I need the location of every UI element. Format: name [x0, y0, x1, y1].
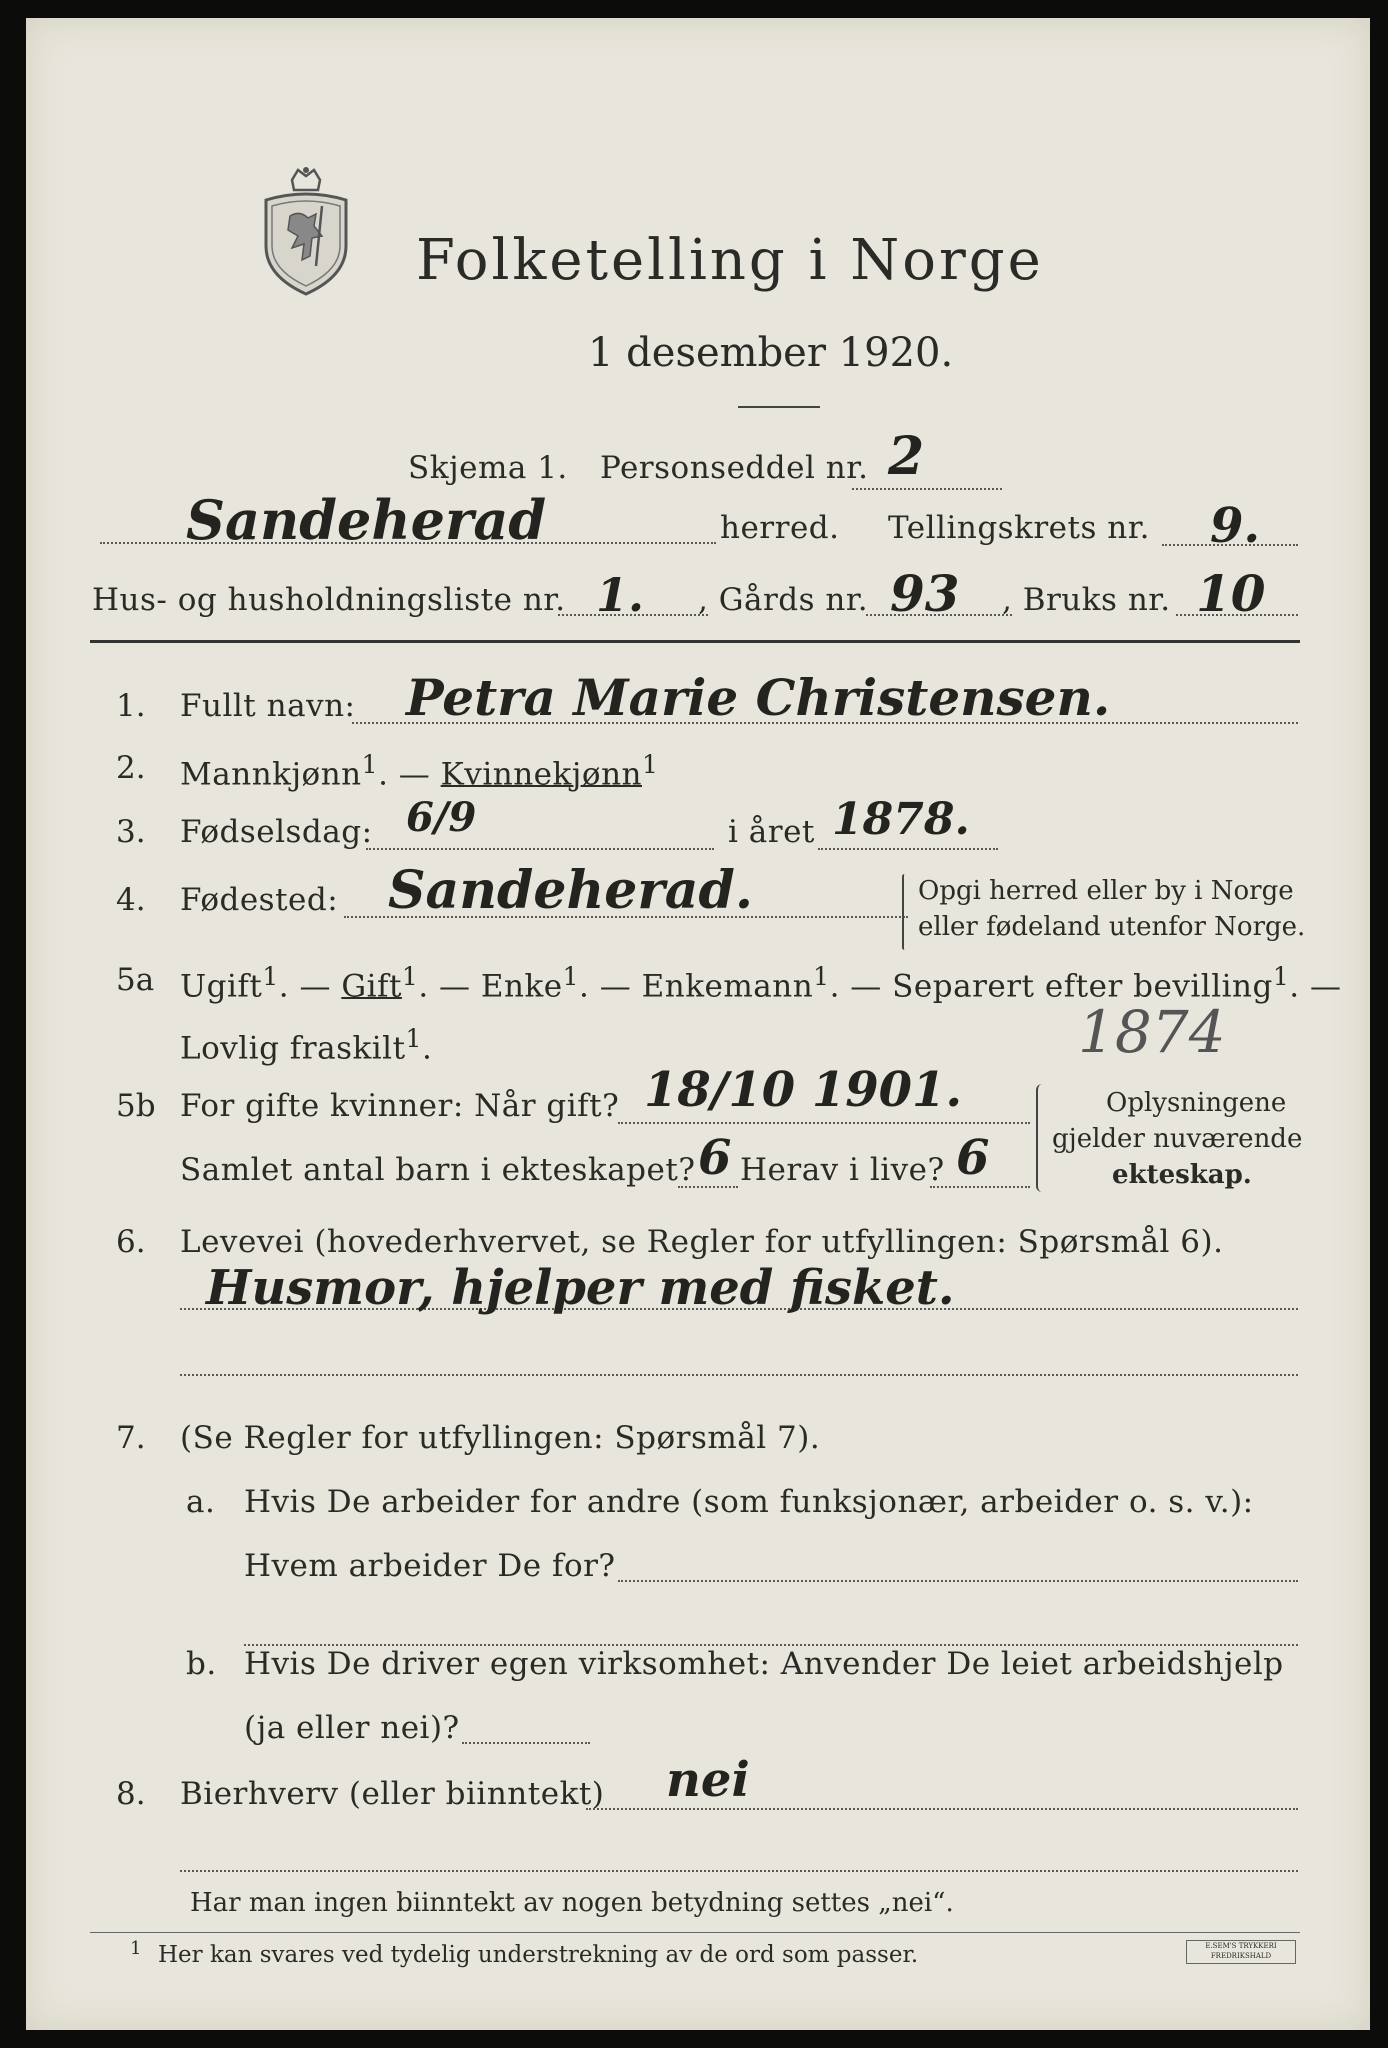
q5b-children-label: Samlet antal barn i ekteskapet? — [180, 1152, 696, 1188]
form-title: Folketelling i Norge — [416, 228, 1044, 293]
census-date: 1 desember 1920. — [588, 330, 954, 376]
q5a-fraskilt: Lovlig fraskilt$^1$. — [180, 1024, 433, 1067]
q1-value: Petra Marie Christensen. — [406, 668, 1111, 727]
q2-number: 2. — [116, 750, 146, 786]
herred-value: Sandeherad — [186, 488, 547, 552]
schema-label: Skjema 1. — [408, 450, 568, 486]
footnote-number: 1 — [130, 1938, 142, 1959]
printer-stamp: E.SEM'S TRYKKERI FREDRIKSHALD — [1186, 1940, 1296, 1964]
tellingskrets-label: Tellingskrets nr. — [888, 510, 1150, 546]
personseddel-value: 2 — [888, 426, 925, 487]
q8-label: Bierhverv (eller biinntekt) — [180, 1776, 605, 1812]
title-divider — [738, 406, 820, 408]
q5b-note-line1: Oplysningene — [1106, 1088, 1287, 1118]
q7a-label: a. — [186, 1484, 216, 1520]
q7-label: (Se Regler for utfyllingen: Spørsmål 7). — [180, 1420, 821, 1456]
herred-label: herred. — [720, 510, 840, 546]
hus-value: 1. — [596, 568, 645, 622]
q3-year-label: i året — [728, 814, 815, 850]
q4-note-line1: Opgi herred eller by i Norge — [918, 876, 1294, 906]
q6-number: 6. — [116, 1224, 146, 1260]
q6-value: Husmor, hjelper med fisket. — [206, 1260, 955, 1316]
q5b-alive-label: Herav i live? — [740, 1152, 945, 1188]
bruks-value: 10 — [1196, 564, 1266, 623]
q5a-options: Ugift$^1$. — Gift$^1$. — Enke$^1$. — Enkemann$^1$. — Separert efter bevilling$^1$. — — [180, 962, 1342, 1005]
q5b-number: 5b — [116, 1088, 156, 1124]
q5b-note-line3: ekteskap. — [1112, 1160, 1252, 1190]
option-kvinnekjonn-selected: Kvinnekjønn — [440, 756, 642, 793]
q2-options: Mannkjønn$^1$. — Kvinnekjønn$^1$ — [180, 750, 659, 793]
q7a-text: Hvis De arbeider for andre (som funksjonær, arbeider o. s. v.): — [244, 1484, 1254, 1520]
q7b-label: b. — [186, 1646, 217, 1682]
personseddel-label: Personseddel nr. — [600, 450, 869, 486]
option-mannkjonn: Mannkjønn — [180, 756, 362, 793]
q4-note-line2: eller fødeland utenfor Norge. — [918, 912, 1306, 942]
q3-label: Fødselsdag: — [180, 814, 373, 850]
q7b-question: (ja eller nei)? — [244, 1710, 460, 1746]
q5b-note-brace — [1036, 1084, 1048, 1192]
q4-label: Fødested: — [180, 882, 339, 918]
q7b-text: Hvis De driver egen virksomhet: Anvender De leiet arbeidshjelp — [244, 1646, 1284, 1682]
q8-number: 8. — [116, 1776, 146, 1812]
footer-note: Har man ingen biinntekt av nogen betydning settes „nei“. — [190, 1888, 954, 1918]
gards-label: , Gårds nr. — [698, 582, 869, 618]
gards-value: 93 — [890, 564, 960, 623]
census-form — [26, 18, 1370, 2030]
q7a-question: Hvem arbeider De for? — [244, 1548, 616, 1584]
q3-value: 6/9 — [406, 794, 477, 841]
q8-value: nei — [666, 1752, 750, 1808]
coat-of-arms-icon — [252, 166, 360, 296]
q5b-married-value: 18/10 1901. — [644, 1062, 963, 1118]
q4-value: Sandeherad. — [388, 860, 753, 921]
q1-number: 1. — [116, 688, 146, 724]
q4-number: 4. — [116, 882, 146, 918]
q5b-label: For gifte kvinner: Når gift? — [180, 1088, 620, 1124]
bruks-label: , Bruks nr. — [1002, 582, 1171, 618]
q5b-alive-value: 6 — [956, 1130, 990, 1186]
option-gift-selected: Gift — [341, 968, 402, 1005]
q7-number: 7. — [116, 1420, 146, 1456]
tellingskrets-value: 9. — [1210, 498, 1261, 554]
q4-note-brace — [902, 874, 907, 950]
margin-note-1874: 1874 — [1078, 998, 1226, 1066]
footer-rule — [90, 1932, 1300, 1933]
q5a-number: 5a — [116, 962, 155, 998]
hus-label: Hus- og husholdningsliste nr. — [92, 582, 566, 618]
q3-year-value: 1878. — [832, 794, 970, 845]
q3-number: 3. — [116, 814, 146, 850]
q5b-children-value: 6 — [698, 1130, 732, 1186]
footnote-text: Her kan svares ved tydelig understrekning av de ord som passer. — [158, 1942, 919, 1968]
q5b-note-line2: gjelder nuværende — [1052, 1124, 1303, 1154]
q6-label: Levevei (hovederhvervet, se Regler for utfyllingen: Spørsmål 6). — [180, 1224, 1224, 1260]
q1-label: Fullt navn: — [180, 688, 356, 724]
header-rule — [90, 640, 1300, 643]
